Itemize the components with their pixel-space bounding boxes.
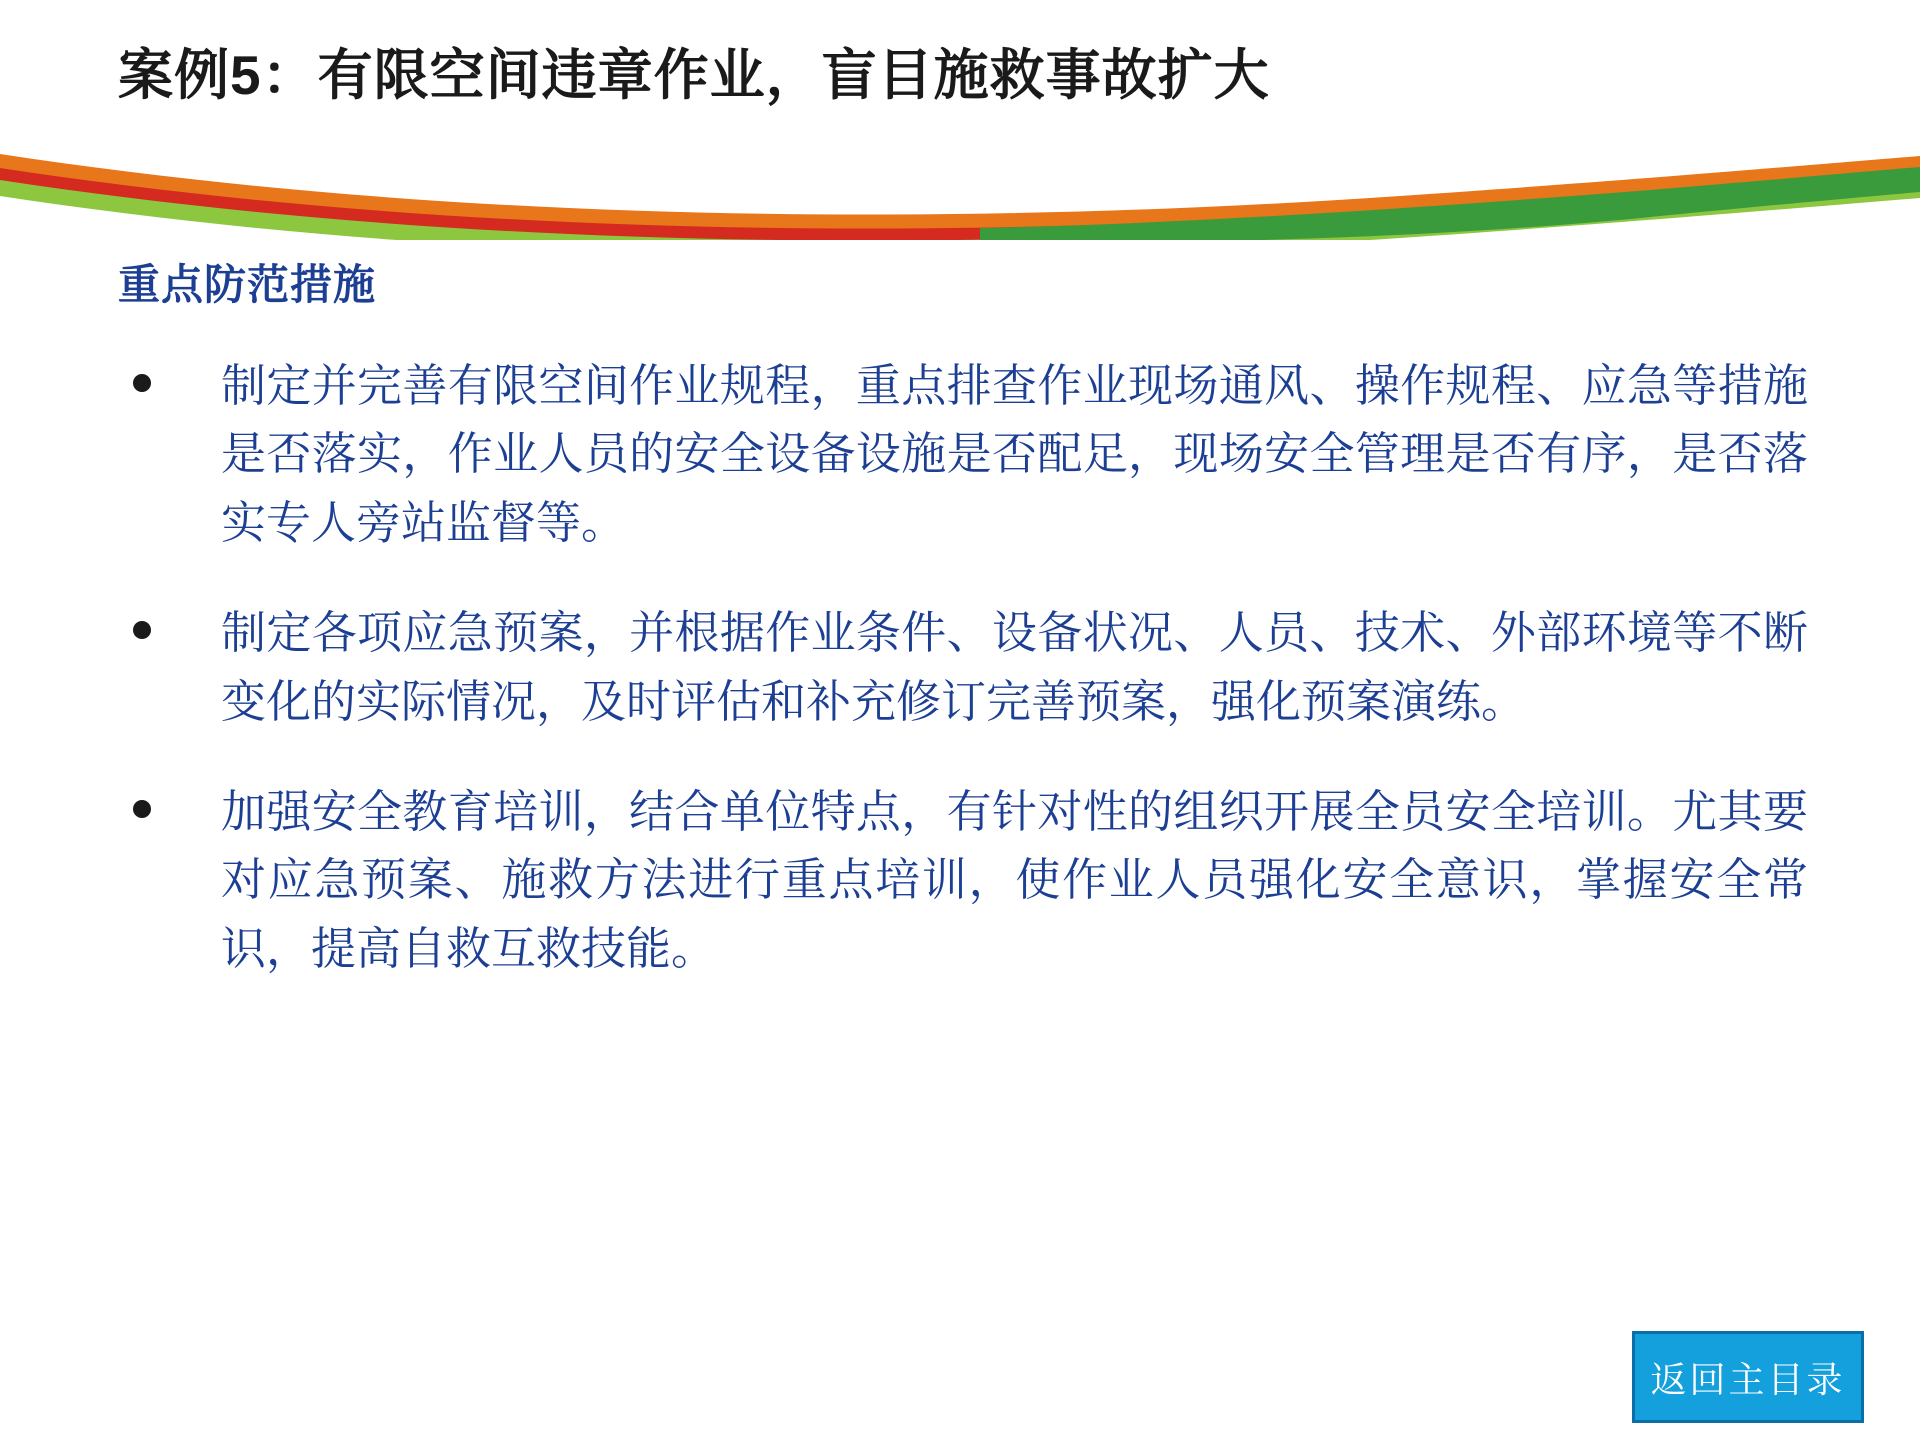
list-item-text: 制定并完善有限空间作业规程，重点排查作业现场通风、操作规程、应急等措施是否落实，作业人员的安全设备设施是否配足，现场安全管理是否有序，是否落实专人旁站监督等。 bbox=[221, 359, 1808, 549]
decorative-swoosh-band bbox=[0, 150, 1920, 240]
section-heading: 重点防范措施 bbox=[118, 261, 377, 308]
bullet-dot-icon bbox=[133, 800, 151, 818]
list-item bbox=[118, 352, 1808, 557]
return-to-main-menu-button[interactable]: 返回主目录 bbox=[1632, 1331, 1864, 1423]
list-item-text: 制定各项应急预案，并根据作业条件、设备状况、人员、技术、外部环境等不断变化的实际情况，及时评估和补充修订完善预案，强化预案演练。 bbox=[221, 606, 1808, 728]
list-item bbox=[118, 599, 1808, 736]
list-item-text: 加强安全教育培训，结合单位特点，有针对性的组织开展全员安全培训。尤其要对应急预案、施救方法进行重点培训，使作业人员强化安全意识，掌握安全常识，提高自救互救技能。 bbox=[221, 784, 1808, 975]
page-title: 案例5：有限空间违章作业，盲目施救事故扩大 bbox=[118, 44, 1270, 106]
swoosh-graphic bbox=[0, 150, 1920, 240]
bullet-dot-icon bbox=[133, 621, 151, 639]
bullet-dot-icon bbox=[133, 374, 151, 392]
list-item bbox=[118, 778, 1808, 983]
bullet-list bbox=[118, 352, 1808, 1025]
